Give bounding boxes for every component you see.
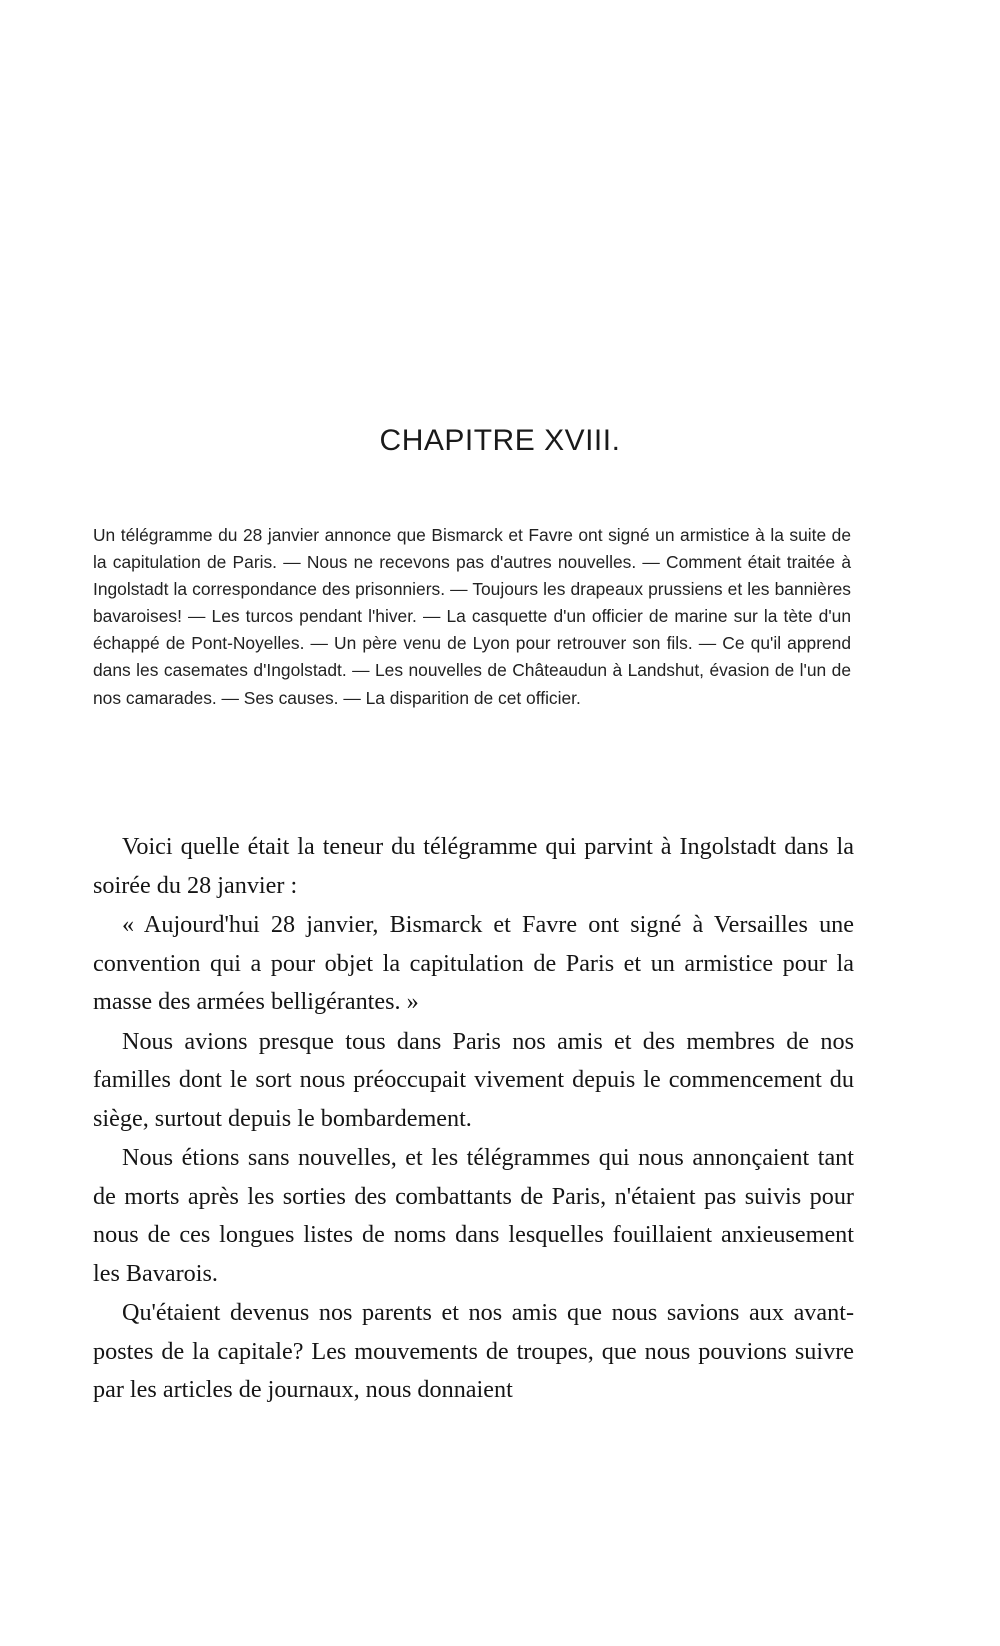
paragraph: Voici quelle était la teneur du télégramme qui parvint à Ingolstadt dans la soirée du 28 janvier : [93, 833, 854, 899]
body-text [93, 828, 854, 1410]
paragraph: Qu'étaient devenus nos parents et nos amis que nous savions aux avant-postes de la capitale? Les mouvements de troupes, que nous pouvions suivre par les articles de journaux, nous donnaient [93, 1299, 854, 1403]
telegram-quote: « Aujourd'hui 28 janvier, Bismarck et Favre ont signé à Versailles une convention qui a pour objet la capitulation de Paris et un armistice pour la masse des armées belligérantes. » [93, 911, 854, 1015]
chapter-title: CHAPITRE XVIII. [379, 424, 621, 457]
paragraph: Nous avions presque tous dans Paris nos amis et des membres de nos familles dont le sort nous préoccupait vivement depuis le commencement du siège, surtout depuis le bombardement. [93, 1027, 854, 1132]
paragraph: Nous étions sans nouvelles, et les télégrammes qui nous annonçaient tant de morts après les sorties des combattants de Paris, n'étaient pas suivis pour nous de ces longues listes de noms dans lesquelles fouillaient anxieusement les Bavarois. [93, 1144, 854, 1287]
chapter-summary: Un télégramme du 28 janvier annonce que Bismarck et Favre ont signé un armistice à la suite de la capitulation de Paris. — Nous ne recevons pas d'autres nouvelles. — Comment était traitée à Ingolstadt la correspondance des prisonniers. — Toujours les drapeaux prussiens et les bannières bavaroises! — Les turcos pendant l'hiver. — La casquette d'un officier de marine sur la tète d'un échappé de Pont-Noyelles. — Un père venu de Lyon pour retrouver son fils. — Ce qu'il apprend dans les casemates d'Ingolstadt. — Les nouvelles de Châteaudun à Landshut, évasion de l'un de nos camarades. — Ses causes. — La disparition de cet officier. [93, 525, 851, 708]
